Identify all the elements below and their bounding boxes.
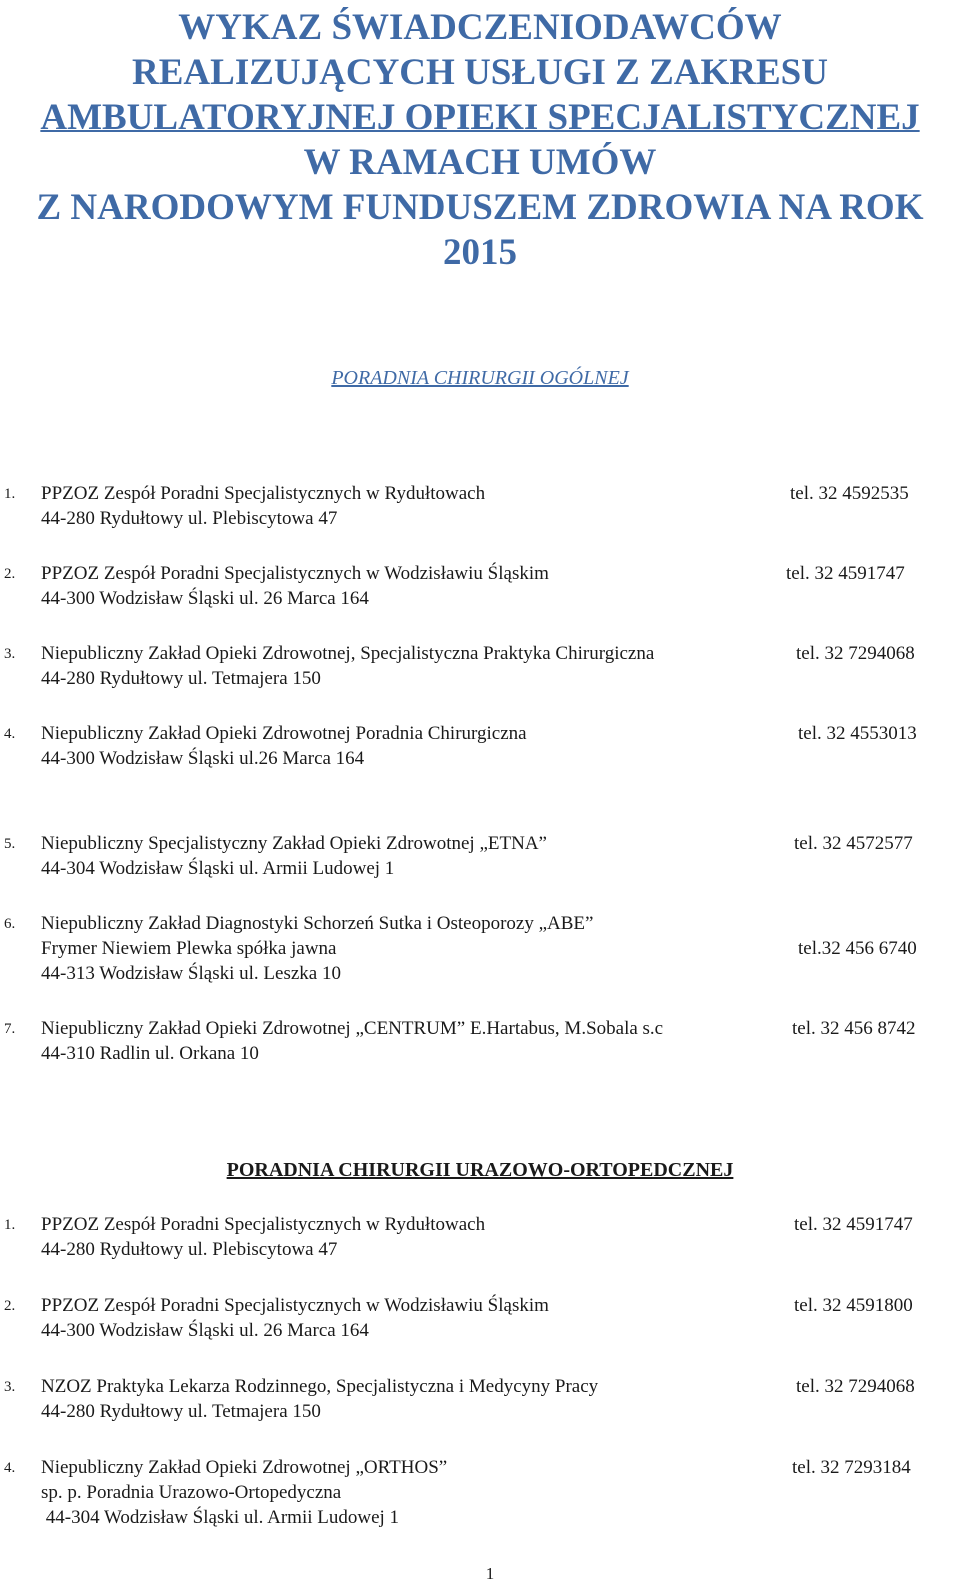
provider-name: Niepubliczny Zakład Diagnostyki Schorzeń Sutka i Osteoporozy „ABE” — [41, 913, 594, 934]
provider-name: PPZOZ Zespół Poradni Specjalistycznych w Wodzisławiu Śląskim — [41, 1295, 549, 1316]
title-line-6: 2015 — [443, 232, 517, 273]
provider-phone: tel. 32 4591747 — [786, 563, 905, 584]
provider-address: 44-313 Wodzisław Śląski ul. Leszka 10 — [41, 963, 341, 984]
provider-phone: tel. 32 4592535 — [790, 483, 909, 504]
page-number: 1 — [485, 1564, 495, 1583]
provider-name: PPZOZ Zespół Poradni Specjalistycznych w Wodzisławiu Śląskim — [41, 563, 549, 584]
item-number: 4. — [4, 1460, 16, 1476]
item-number: 3. — [4, 1379, 16, 1395]
provider-phone: tel. 32 7294068 — [796, 1376, 915, 1397]
provider-name: Niepubliczny Specjalistyczny Zakład Opieki Zdrowotnej „ETNA” — [41, 833, 547, 854]
provider-name: Niepubliczny Zakład Opieki Zdrowotnej „ORTHOS” — [41, 1457, 448, 1478]
provider-name: Niepubliczny Zakład Opieki Zdrowotnej, Specjalistyczna Praktyka Chirurgiczna — [41, 643, 655, 664]
provider-address: 44-280 Rydułtowy ul. Plebiscytowa 47 — [41, 508, 338, 529]
section-heading-general-surgery: PORADNIA CHIRURGII OGÓLNEJ — [331, 367, 629, 389]
provider-phone: tel. 32 4591747 — [794, 1214, 913, 1235]
list-item — [0, 721, 960, 769]
item-number: 6. — [4, 916, 16, 932]
title-line-4: W RAMACH UMÓW — [303, 142, 657, 183]
title-line-3: AMBULATORYJNEJ OPIEKI SPECJALISTYCZNEJ — [40, 97, 920, 138]
provider-address: 44-300 Wodzisław Śląski ul. 26 Marca 164 — [41, 588, 369, 609]
provider-address: 44-300 Wodzisław Śląski ul. 26 Marca 164 — [41, 1320, 369, 1341]
item-number: 2. — [4, 1298, 16, 1314]
list-item — [0, 1016, 960, 1064]
list-item — [0, 911, 960, 984]
list-item — [0, 1455, 960, 1528]
provider-phone: tel. 32 456 8742 — [792, 1018, 916, 1039]
provider-name: Niepubliczny Zakład Opieki Zdrowotnej Poradnia Chirurgiczna — [41, 723, 527, 744]
item-number: 1. — [4, 1217, 16, 1233]
list-item — [0, 561, 960, 609]
item-number: 4. — [4, 726, 16, 742]
provider-name: NZOZ Praktyka Lekarza Rodzinnego, Specjalistyczna i Medycyny Pracy — [41, 1376, 599, 1397]
provider-phone: tel. 32 7294068 — [796, 643, 915, 664]
provider-phone: tel. 32 4572577 — [794, 833, 913, 854]
title-line-2: REALIZUJĄCYCH USŁUGI Z ZAKRESU — [132, 52, 828, 93]
provider-address: 44-280 Rydułtowy ul. Plebiscytowa 47 — [41, 1239, 338, 1260]
provider-phone: tel. 32 4591800 — [794, 1295, 913, 1316]
list-item — [0, 481, 960, 529]
provider-address: 44-280 Rydułtowy ul. Tetmajera 150 — [41, 1401, 321, 1422]
provider-name-line-2: Frymer Niewiem Plewka spółka jawna — [41, 938, 337, 959]
provider-address: 44-304 Wodzisław Śląski ul. Armii Ludowej 1 — [41, 1507, 400, 1528]
item-number: 3. — [4, 646, 16, 662]
provider-address: 44-310 Radlin ul. Orkana 10 — [41, 1043, 259, 1064]
title-line-1: WYKAZ ŚWIADCZENIODAWCÓW — [178, 7, 782, 48]
item-number: 1. — [4, 486, 16, 502]
provider-phone: tel.32 456 6740 — [798, 938, 917, 959]
provider-address: 44-300 Wodzisław Śląski ul.26 Marca 164 — [41, 748, 365, 769]
provider-address: 44-280 Rydułtowy ul. Tetmajera 150 — [41, 668, 321, 689]
provider-phone: tel. 32 7293184 — [792, 1457, 911, 1478]
item-number: 7. — [4, 1021, 16, 1037]
section-heading-trauma-orthopedics: PORADNIA CHIRURGII URAZOWO-ORTOPEDCZNEJ — [226, 1159, 734, 1181]
provider-name: PPZOZ Zespół Poradni Specjalistycznych w Rydułtowach — [41, 1214, 486, 1235]
list-item — [0, 831, 960, 879]
list-item — [0, 641, 960, 689]
provider-address: 44-304 Wodzisław Śląski ul. Armii Ludowej 1 — [41, 858, 395, 879]
title-line-5: Z NARODOWYM FUNDUSZEM ZDROWIA NA ROK — [36, 187, 924, 228]
item-number: 5. — [4, 836, 16, 852]
provider-name-line-2: sp. p. Poradnia Urazowo-Ortopedyczna — [41, 1482, 342, 1503]
provider-name: Niepubliczny Zakład Opieki Zdrowotnej „CENTRUM” E.Hartabus, M.Sobala s.c — [41, 1018, 664, 1039]
provider-name: PPZOZ Zespół Poradni Specjalistycznych w Rydułtowach — [41, 483, 486, 504]
provider-phone: tel. 32 4553013 — [798, 723, 917, 744]
item-number: 2. — [4, 566, 16, 582]
list-item — [0, 1293, 960, 1341]
list-item — [0, 1374, 960, 1422]
list-item — [0, 1212, 960, 1260]
